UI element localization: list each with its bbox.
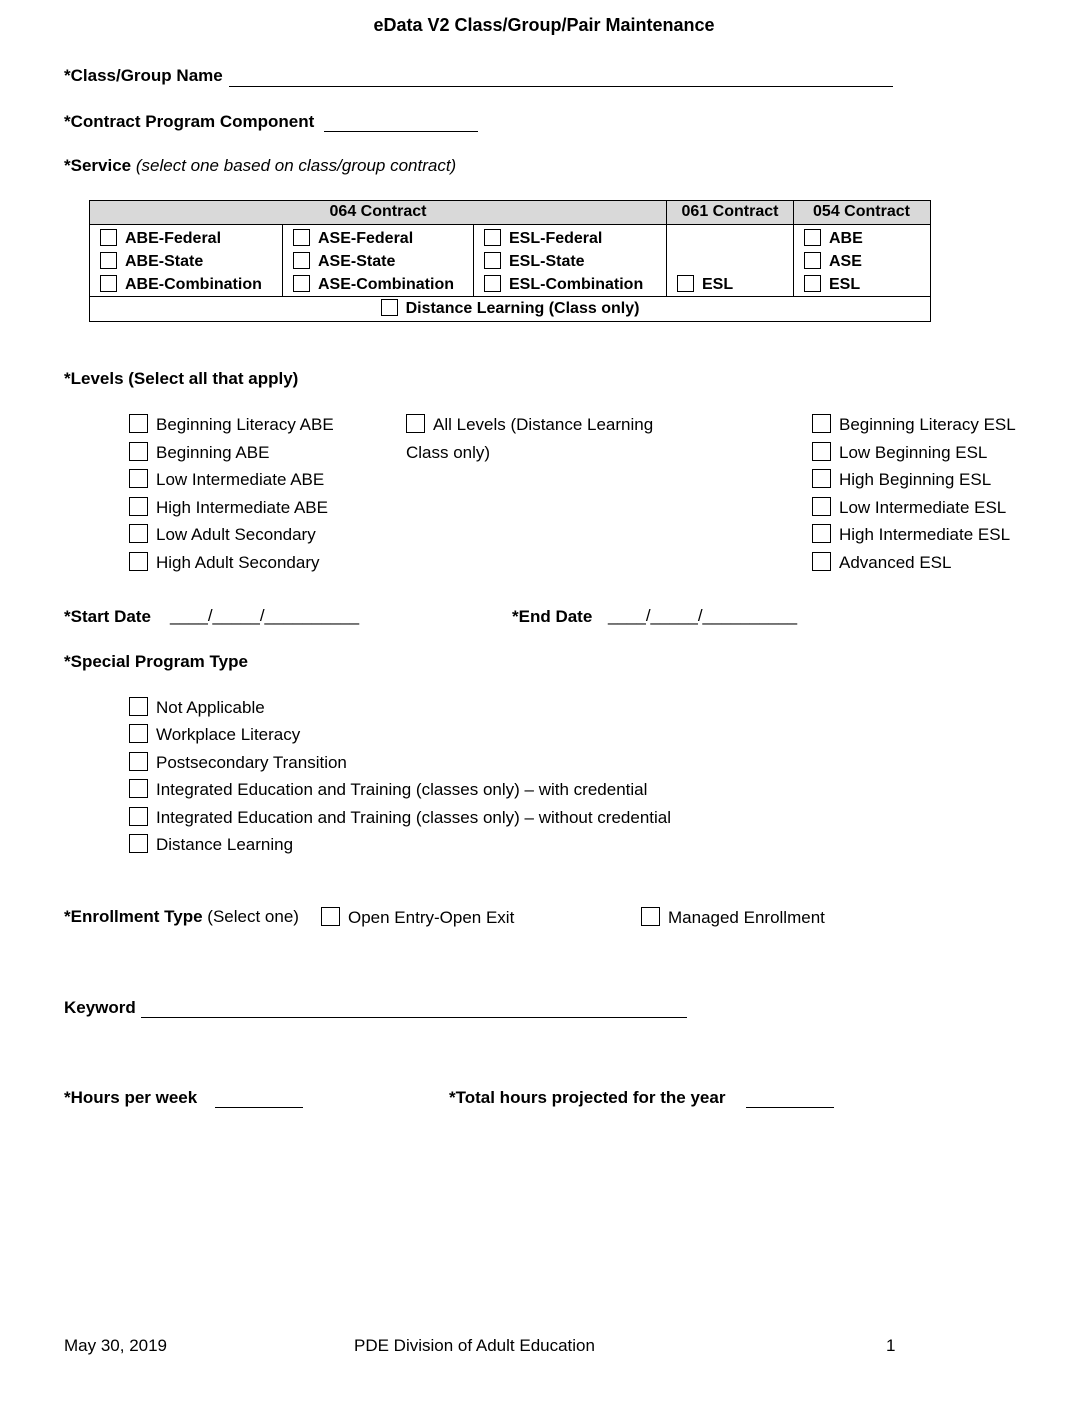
checkbox[interactable] bbox=[484, 275, 501, 292]
level-label: High Intermediate ESL bbox=[839, 525, 1011, 545]
header-061-contract: 061 Contract bbox=[667, 201, 794, 224]
checkbox[interactable] bbox=[293, 275, 310, 292]
checkbox[interactable] bbox=[129, 697, 148, 716]
special-program-list bbox=[129, 694, 671, 858]
special-program-option[interactable] bbox=[129, 776, 671, 803]
service-table-body bbox=[90, 225, 930, 297]
special-program-option[interactable] bbox=[129, 749, 671, 776]
checkbox[interactable] bbox=[100, 275, 117, 292]
total-hours-field[interactable] bbox=[746, 1107, 834, 1108]
service-option-label: ABE bbox=[829, 230, 863, 247]
service-label: *Service bbox=[64, 156, 132, 175]
service-option[interactable] bbox=[293, 250, 473, 273]
header-054-contract: 054 Contract bbox=[813, 203, 910, 220]
checkbox[interactable] bbox=[129, 442, 148, 461]
service-option-label: ESL bbox=[829, 276, 861, 293]
service-heading bbox=[64, 156, 456, 176]
service-col-abe bbox=[90, 225, 283, 296]
all-levels-label-cont: Class only) bbox=[406, 442, 491, 462]
checkbox[interactable] bbox=[129, 497, 148, 516]
checkbox[interactable] bbox=[129, 779, 148, 798]
footer-date: May 30, 2019 bbox=[64, 1336, 168, 1355]
keyword-field[interactable] bbox=[141, 1017, 687, 1018]
special-program-item-label: Workplace Literacy bbox=[156, 725, 301, 745]
level-label: Low Intermediate ESL bbox=[839, 497, 1007, 517]
header-064-contract: 064 Contract bbox=[90, 201, 667, 224]
service-option-label: ESL-State bbox=[509, 253, 585, 270]
level-label: Low Intermediate ABE bbox=[156, 470, 325, 490]
checkbox[interactable] bbox=[812, 497, 831, 516]
service-option[interactable] bbox=[100, 273, 282, 296]
checkbox[interactable] bbox=[804, 229, 821, 246]
service-col-061 bbox=[667, 225, 794, 296]
level-label: High Adult Secondary bbox=[156, 552, 320, 572]
service-distance-label: Distance Learning (Class only) bbox=[405, 300, 640, 317]
service-option[interactable] bbox=[293, 273, 473, 296]
service-option-label: ASE-Federal bbox=[318, 230, 414, 247]
checkbox[interactable] bbox=[129, 834, 148, 853]
checkbox[interactable] bbox=[100, 252, 117, 269]
service-note: (select one based on class/group contract) bbox=[135, 156, 457, 175]
service-option-label: ESL-Federal bbox=[509, 230, 603, 247]
checkbox[interactable] bbox=[129, 524, 148, 543]
service-option-label: ASE-State bbox=[318, 253, 396, 270]
class-group-name-label: *Class/Group Name bbox=[64, 66, 223, 85]
level-label: Beginning Literacy ABE bbox=[156, 415, 334, 434]
level-option[interactable] bbox=[129, 521, 334, 549]
footer-org: PDE Division of Adult Education bbox=[354, 1336, 595, 1355]
service-option[interactable] bbox=[677, 273, 793, 296]
levels-abe-list bbox=[129, 411, 334, 577]
level-option[interactable] bbox=[129, 494, 334, 522]
service-table bbox=[89, 200, 931, 322]
level-label: Low Beginning ESL bbox=[839, 442, 988, 462]
special-program-option[interactable] bbox=[129, 831, 671, 858]
level-option[interactable] bbox=[812, 466, 1016, 494]
empty-row bbox=[677, 227, 793, 250]
contract-program-field[interactable] bbox=[324, 131, 478, 132]
checkbox[interactable] bbox=[129, 724, 148, 743]
level-option[interactable] bbox=[129, 411, 334, 439]
enrollment-managed-label: Managed Enrollment bbox=[668, 908, 825, 927]
level-label: Beginning ABE bbox=[156, 442, 270, 462]
level-option[interactable] bbox=[812, 411, 1016, 439]
checkbox[interactable] bbox=[812, 524, 831, 543]
service-distance-option[interactable] bbox=[90, 297, 930, 321]
service-option-label: ABE-State bbox=[125, 253, 204, 270]
level-option[interactable] bbox=[129, 466, 334, 494]
checkbox[interactable] bbox=[484, 229, 501, 246]
checkbox[interactable] bbox=[804, 252, 821, 269]
contract-program-label: *Contract Program Component bbox=[64, 112, 315, 131]
checkbox[interactable] bbox=[406, 414, 425, 433]
service-col-esl bbox=[474, 225, 667, 296]
checkbox[interactable] bbox=[129, 807, 148, 826]
service-col-ase bbox=[283, 225, 474, 296]
level-label: Low Adult Secondary bbox=[156, 525, 316, 545]
level-label: High Beginning ESL bbox=[839, 470, 992, 490]
special-program-label: *Special Program Type bbox=[64, 652, 248, 671]
total-hours-label: *Total hours projected for the year bbox=[449, 1088, 726, 1107]
footer-page-number: 1 bbox=[886, 1336, 896, 1355]
checkbox[interactable] bbox=[321, 907, 340, 926]
service-option[interactable] bbox=[484, 250, 666, 273]
service-option[interactable] bbox=[100, 250, 282, 273]
checkbox[interactable] bbox=[812, 552, 831, 571]
checkbox[interactable] bbox=[129, 752, 148, 771]
level-option[interactable] bbox=[812, 521, 1016, 549]
levels-all-option[interactable] bbox=[406, 411, 653, 466]
checkbox[interactable] bbox=[129, 552, 148, 571]
checkbox[interactable] bbox=[804, 275, 821, 292]
service-option-label: ABE-Combination bbox=[125, 276, 262, 293]
special-program-item-label: Not Applicable bbox=[156, 698, 265, 717]
special-program-item-label: Distance Learning bbox=[156, 834, 294, 854]
all-levels-line bbox=[406, 411, 653, 439]
service-option-label: ESL bbox=[702, 276, 734, 293]
end-date-label: *End Date bbox=[512, 607, 593, 626]
level-option[interactable] bbox=[812, 549, 1016, 577]
level-option[interactable] bbox=[812, 439, 1016, 467]
special-program-item-label: Integrated Education and Training (classes only) – with credential bbox=[156, 780, 648, 800]
service-option[interactable] bbox=[484, 227, 666, 250]
service-option-label: ASE bbox=[829, 253, 862, 270]
service-option[interactable] bbox=[804, 250, 929, 273]
checkbox[interactable] bbox=[677, 275, 694, 292]
enrollment-note: (Select one) bbox=[207, 907, 299, 926]
levels-label: *Levels (Select all that apply) bbox=[64, 369, 299, 388]
level-label: Beginning Literacy ESL bbox=[839, 415, 1016, 434]
checkbox[interactable] bbox=[100, 229, 117, 246]
special-program-item-label: Postsecondary Transition bbox=[156, 752, 347, 772]
hours-per-week-label: *Hours per week bbox=[64, 1088, 198, 1107]
service-option[interactable] bbox=[804, 273, 929, 296]
level-option[interactable] bbox=[812, 494, 1016, 522]
checkbox[interactable] bbox=[484, 252, 501, 269]
service-option[interactable] bbox=[100, 227, 282, 250]
service-option[interactable] bbox=[804, 227, 929, 250]
class-group-name-field[interactable] bbox=[229, 86, 893, 87]
level-label: Advanced ESL bbox=[839, 552, 952, 572]
special-program-item-label: Integrated Education and Training (classes only) – without credential bbox=[156, 807, 672, 827]
special-program-option[interactable] bbox=[129, 694, 671, 721]
service-col-054 bbox=[794, 225, 929, 296]
service-option-label: ABE-Federal bbox=[125, 230, 222, 247]
enrollment-open-option[interactable] bbox=[321, 907, 514, 928]
enrollment-open-label: Open Entry-Open Exit bbox=[348, 908, 515, 927]
level-option[interactable] bbox=[129, 549, 334, 577]
enrollment-label: *Enrollment Type bbox=[64, 907, 203, 926]
enrollment-managed-option[interactable] bbox=[641, 907, 825, 928]
checkbox[interactable] bbox=[812, 442, 831, 461]
service-option-label: ASE-Combination bbox=[318, 276, 454, 293]
level-option[interactable] bbox=[129, 439, 334, 467]
service-option[interactable] bbox=[293, 227, 473, 250]
keyword-label: Keyword bbox=[64, 998, 136, 1017]
special-program-option[interactable] bbox=[129, 804, 671, 831]
hours-per-week-field[interactable] bbox=[215, 1107, 303, 1108]
empty-row bbox=[677, 250, 793, 273]
service-option-label: ESL-Combination bbox=[509, 276, 644, 293]
checkbox[interactable] bbox=[129, 469, 148, 488]
level-label: High Intermediate ABE bbox=[156, 497, 328, 517]
page-title: eData V2 Class/Group/Pair Maintenance bbox=[373, 15, 715, 35]
service-table-header bbox=[90, 201, 930, 225]
checkbox[interactable] bbox=[293, 252, 310, 269]
levels-esl-list bbox=[812, 411, 1016, 577]
start-date-field[interactable]: ____/_____/__________ bbox=[170, 606, 360, 625]
checkbox[interactable] bbox=[641, 907, 660, 926]
checkbox[interactable] bbox=[812, 414, 831, 433]
checkbox[interactable] bbox=[381, 299, 398, 316]
checkbox[interactable] bbox=[812, 469, 831, 488]
end-date-field[interactable]: ____/_____/__________ bbox=[608, 606, 798, 625]
checkbox[interactable] bbox=[293, 229, 310, 246]
checkbox[interactable] bbox=[129, 414, 148, 433]
enrollment-heading bbox=[64, 907, 299, 927]
start-date-label: *Start Date bbox=[64, 607, 151, 626]
all-levels-label: All Levels (Distance Learning bbox=[433, 415, 654, 434]
service-option[interactable] bbox=[484, 273, 666, 296]
special-program-option[interactable] bbox=[129, 721, 671, 748]
